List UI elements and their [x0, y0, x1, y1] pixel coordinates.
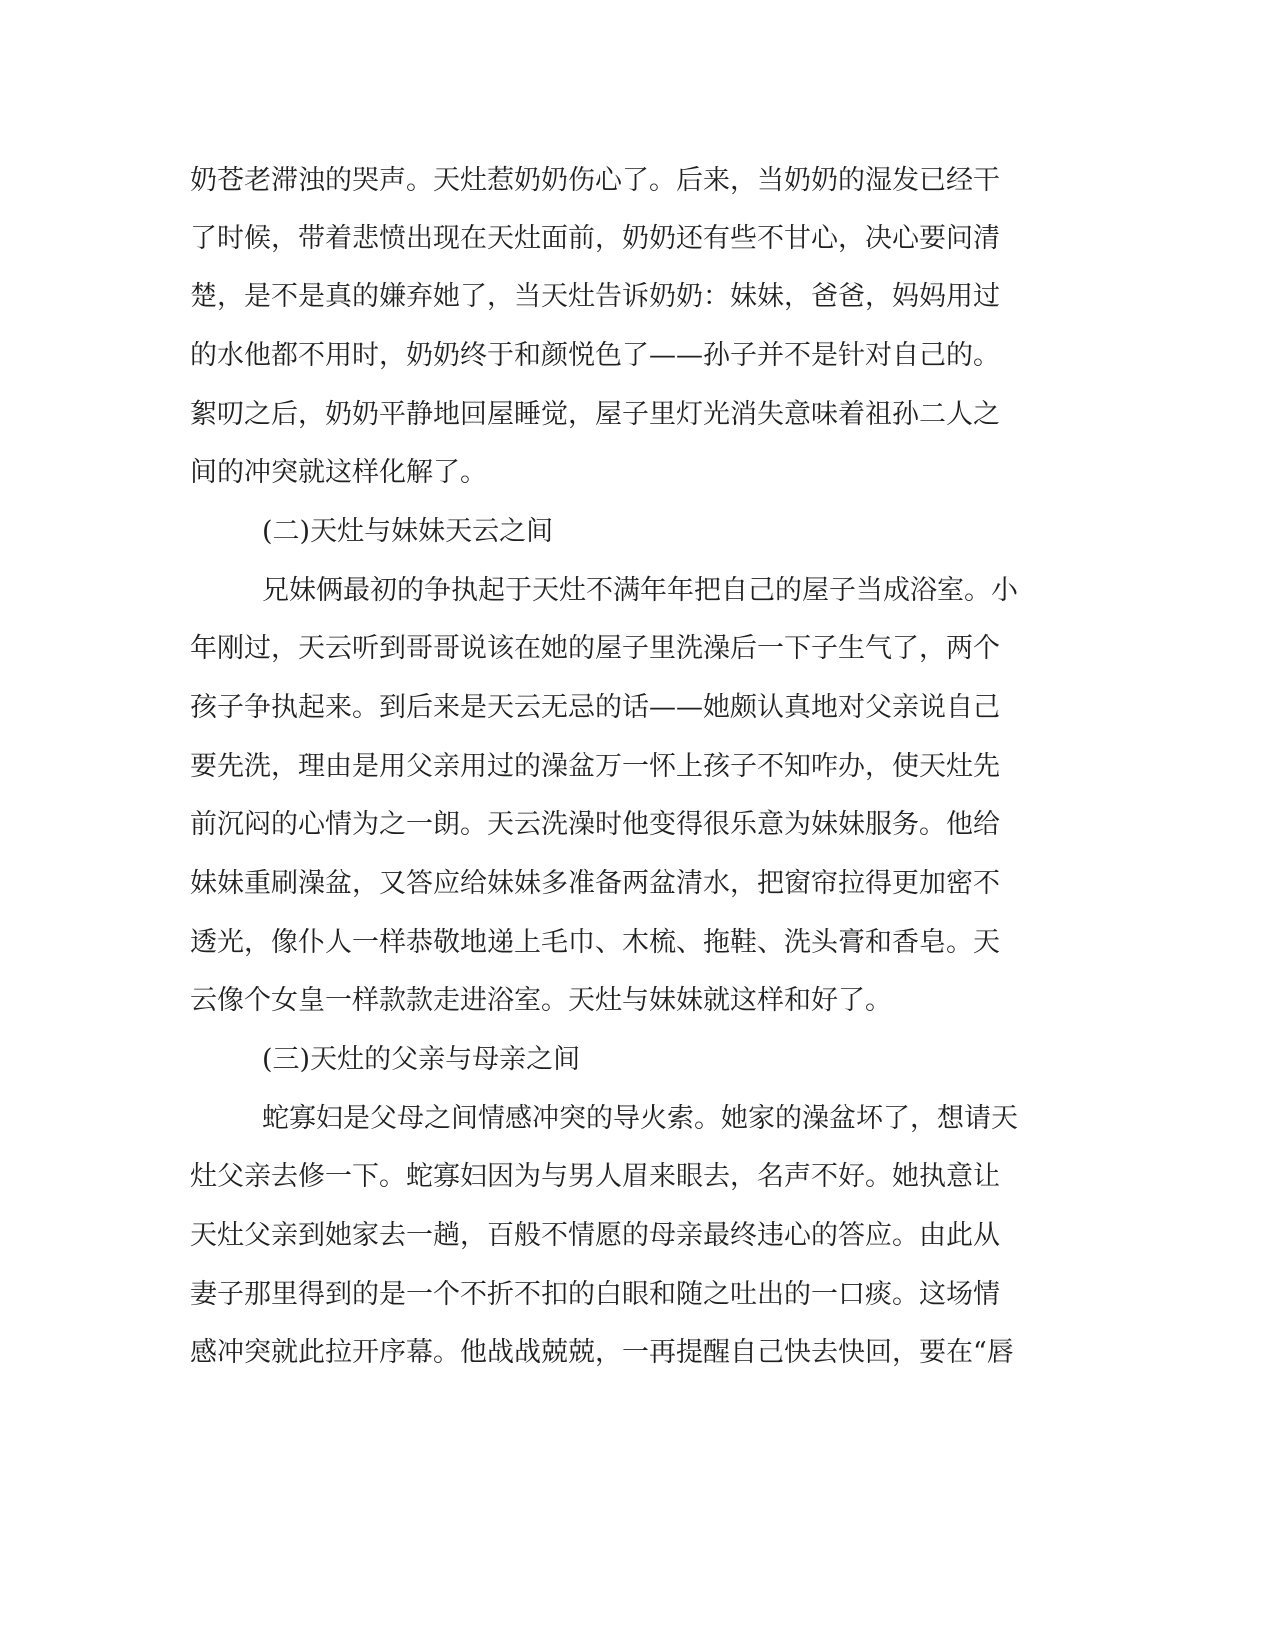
paragraph-1-line-2: 了时候，带着悲愤出现在天灶面前，奶奶还有些不甘心，决心要问清 — [190, 223, 1000, 254]
paragraph-2-line-2: 年刚过，天云听到哥哥说该在她的屋子里洗澡后一下子生气了，两个 — [190, 633, 1000, 664]
section-heading-2: (二)天灶与妹妹天云之间 — [262, 516, 554, 547]
paragraph-3-line-5: 感冲突就此拉开序幕。他战战兢兢，一再提醒自己快去快回，要在“唇 — [190, 1337, 1014, 1368]
paragraph-3-line-2: 灶父亲去修一下。蛇寡妇因为与男人眉来眼去，名声不好。她执意让 — [190, 1161, 1000, 1192]
paragraph-3-line-4: 妻子那里得到的是一个不折不扣的白眼和随之吐出的一口痰。这场情 — [190, 1279, 1000, 1310]
paragraph-3-line-3: 天灶父亲到她家去一趟，百般不情愿的母亲最终违心的答应。由此从 — [190, 1220, 1000, 1251]
paragraph-2-line-7: 透光，像仆人一样恭敬地递上毛巾、木梳、拖鞋、洗头膏和香皂。天 — [190, 927, 1000, 958]
paragraph-1-line-1: 奶苍老滞浊的哭声。天灶惹奶奶伤心了。后来，当奶奶的湿发已经干 — [190, 165, 1000, 196]
paragraph-2-line-6: 妹妹重刷澡盆，又答应给妹妹多准备两盆清水，把窗帘拉得更加密不 — [190, 868, 1000, 899]
paragraph-1-line-5: 絮叨之后，奶奶平静地回屋睡觉，屋子里灯光消失意味着祖孙二人之 — [190, 399, 1000, 430]
paragraph-2-line-1: 兄妹俩最初的争执起于天灶不满年年把自己的屋子当成浴室。小 — [262, 575, 1018, 606]
section-heading-3: (三)天灶的父亲与母亲之间 — [262, 1044, 581, 1075]
paragraph-2-line-5: 前沉闷的心情为之一朗。天云洗澡时他变得很乐意为妹妹服务。他给 — [190, 809, 1000, 840]
paragraph-1-line-4: 的水他都不用时，奶奶终于和颜悦色了——孙子并不是针对自己的。 — [190, 340, 1000, 371]
paragraph-2-line-4: 要先洗，理由是用父亲用过的澡盆万一怀上孩子不知咋办，使天灶先 — [190, 751, 1000, 782]
paragraph-1-line-6: 间的冲突就这样化解了。 — [190, 457, 487, 488]
paragraph-2-line-8: 云像个女皇一样款款走进浴室。天灶与妹妹就这样和好了。 — [190, 985, 892, 1016]
paragraph-3-line-1: 蛇寡妇是父母之间情感冲突的导火索。她家的澡盆坏了，想请天 — [262, 1103, 1018, 1134]
paragraph-2-line-3: 孩子争执起来。到后来是天云无忌的话——她颇认真地对父亲说自己 — [190, 692, 1000, 723]
paragraph-1-line-3: 楚，是不是真的嫌弃她了，当天灶告诉奶奶：妹妹，爸爸，妈妈用过 — [190, 281, 1000, 312]
